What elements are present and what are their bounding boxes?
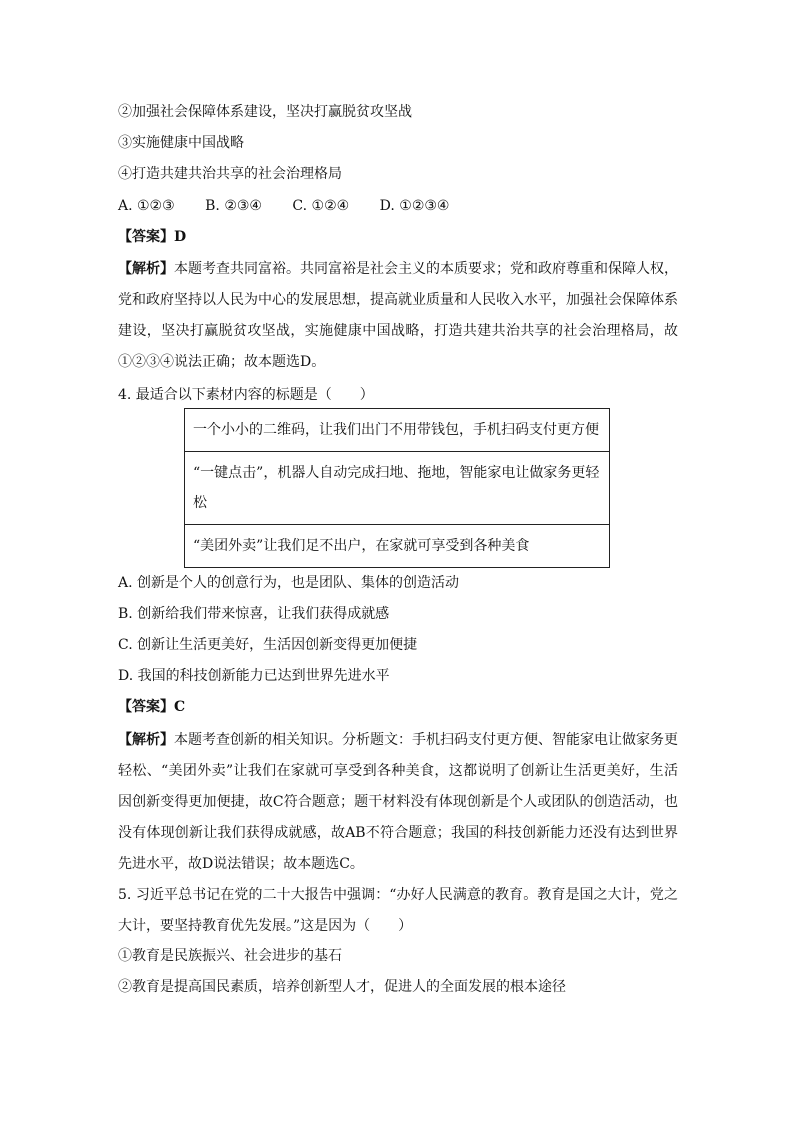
q4-material-table [184,408,610,568]
q3-answer: 【答案】D [118,229,187,245]
q3-options [118,196,449,216]
q3-analysis [118,254,678,378]
q3-analysis-text: 本题考查共同富裕。共同富裕是社会主义的本质要求；党和政府尊重和保障人权，党和政府坚持以人民为中心的发展思想，提高就业质量和人民收入水平，加强社会保障体系建设，坚决打赢脱贫攻坚战，实施健康中国战略，打造共建共治共享的社会治理格局，故①②③④说法正确；故本题选D。 [118,261,678,370]
q4-option-c: C. 创新让生活更美好，生活因创新变得更加便捷 [118,637,418,653]
q4-analysis-label: 【解析】 [118,732,174,748]
q4-material-row-2: “一键点击”，机器人自动完成扫地、拖地，智能家电让做家务更轻松 [185,452,609,525]
q4-option-a: A. 创新是个人的创意行为，也是团队、集体的创造活动 [118,575,460,591]
q4-answer: 【答案】C [118,699,186,715]
q3-option-d: D. ①②③④ [379,198,450,214]
q4-option-b: B. 创新给我们带来惊喜，让我们获得成就感 [118,606,390,622]
q4-analysis [118,725,678,880]
q3-option-a: A. ①②③ [118,198,175,214]
q4-analysis-text: 本题考查创新的相关知识。分析题文：手机扫码支付更方便、智能家电让做家务更轻松、“美团外卖”让我们在家就可享受到各种美食，这都说明了创新让生活更美好，生活因创新变得更加便捷，故C符合题意；题干材料没有体现创新是个人或团队的创造活动，也没有体现创新让我们获得成就感，故AB不符合题意；我国的科技创新能力还没有达到世界先进水平，故D说法错误；故本题选C。 [118,732,678,872]
q5-item-1: ①教育是民族振兴、社会进步的基石 [118,948,342,964]
q3-item-4: ④打造共建共治共享的社会治理格局 [118,166,342,182]
q5-stem: 5. 习近平总书记在党的二十大报告中强调：“办好人民满意的教育。教育是国之大计，党之大计，要坚持教育优先发展。”这是因为（ ） [118,887,678,934]
q4-option-d: D. 我国的科技创新能力已达到世界先进水平 [118,668,390,684]
q3-option-b: B. ②③④ [205,198,262,214]
q5-item-2: ②教育是提高国民素质，培养创新型人才，促进人的全面发展的根本途径 [118,979,566,995]
q4-stem: 4. 最适合以下素材内容的标题是（ ） [118,387,374,403]
q3-analysis-label: 【解析】 [118,261,174,277]
q4-material-row-1: 一个小小的二维码，让我们出门不用带钱包，手机扫码支付更方便 [185,409,609,452]
q3-item-2: ②加强社会保障体系建设，坚决打赢脱贫攻坚战 [118,104,412,120]
q3-item-3: ③实施健康中国战略 [118,135,244,151]
q4-material-row-3: “美团外卖”让我们足不出户，在家就可享受到各种美食 [193,538,530,554]
q3-option-c: C. ①②④ [292,198,350,214]
